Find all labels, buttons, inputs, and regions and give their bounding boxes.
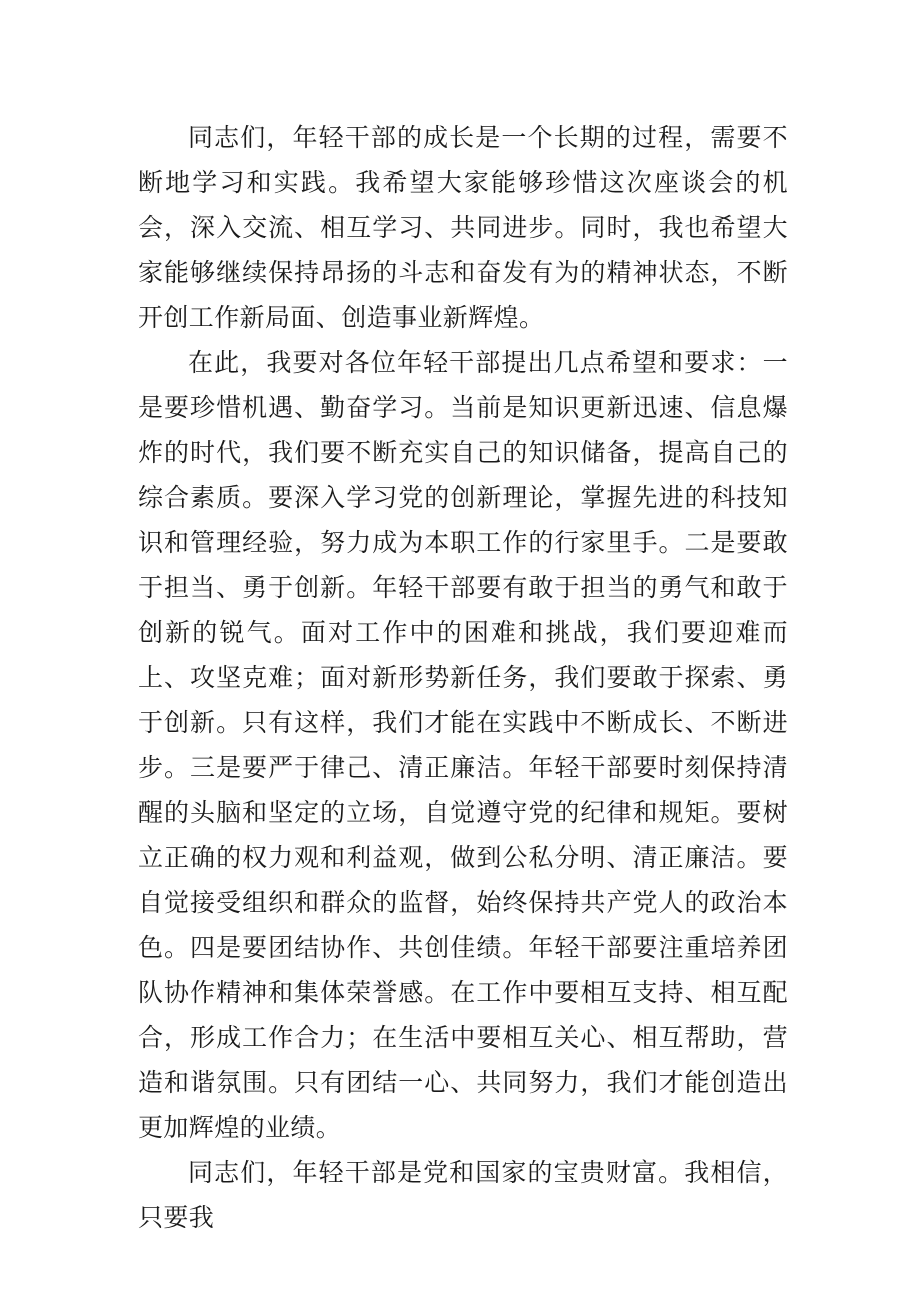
paragraph-1: 同志们，年轻干部的成长是一个长期的过程，需要不断地学习和实践。我希望大家能够珍惜这次座谈会的机会，深入交流、相互学习、共同进步。同时，我也希望大家能够继续保持昂扬的斗志和奋发有为的精神状态，不断开创工作新局面、创造事业新辉煌。 — [138, 123, 788, 332]
paragraph-2: 在此，我要对各位年轻干部提出几点希望和要求：一是要珍惜机遇、勤奋学习。当前是知识更新迅速、信息爆炸的时代，我们要不断充实自己的知识储备，提高自己的综合素质。要深入学习党的创新理论，掌握先进的科技知识和管理经验，努力成为本职工作的行家里手。二是要敢于担当、勇于创新。年轻干部要有敢于担当的勇气和敢于创新的锐气。面对工作中的困难和挑战，我们要迎难而上、攻坚克难；面对新形势新任务，我们要敢于探索、勇于创新。只有这样，我们才能在实践中不断成长、不断进步。三是要严于律己、清正廉洁。年轻干部要时刻保持清醒的头脑和坚定的立场，自觉遵守党的纪律和规矩。要树立正确的权力观和利益观，做到公私分明、清正廉洁。要自觉接受组织和群众的监督，始终保持共产党人的政治本色。四是要团结协作、共创佳绩。年轻干部要注重培养团队协作精神和集体荣誉感。在工作中要相互支持、相互配合，形成工作合力；在生活中要相互关心、相互帮助，营造和谐氛围。只有团结一心、共同努力，我们才能创造出更加辉煌的业绩。 — [138, 348, 788, 1142]
document-body — [138, 115, 788, 1240]
paragraph-3: 同志们，年轻干部是党和国家的宝贵财富。我相信，只要我 — [138, 1158, 788, 1232]
